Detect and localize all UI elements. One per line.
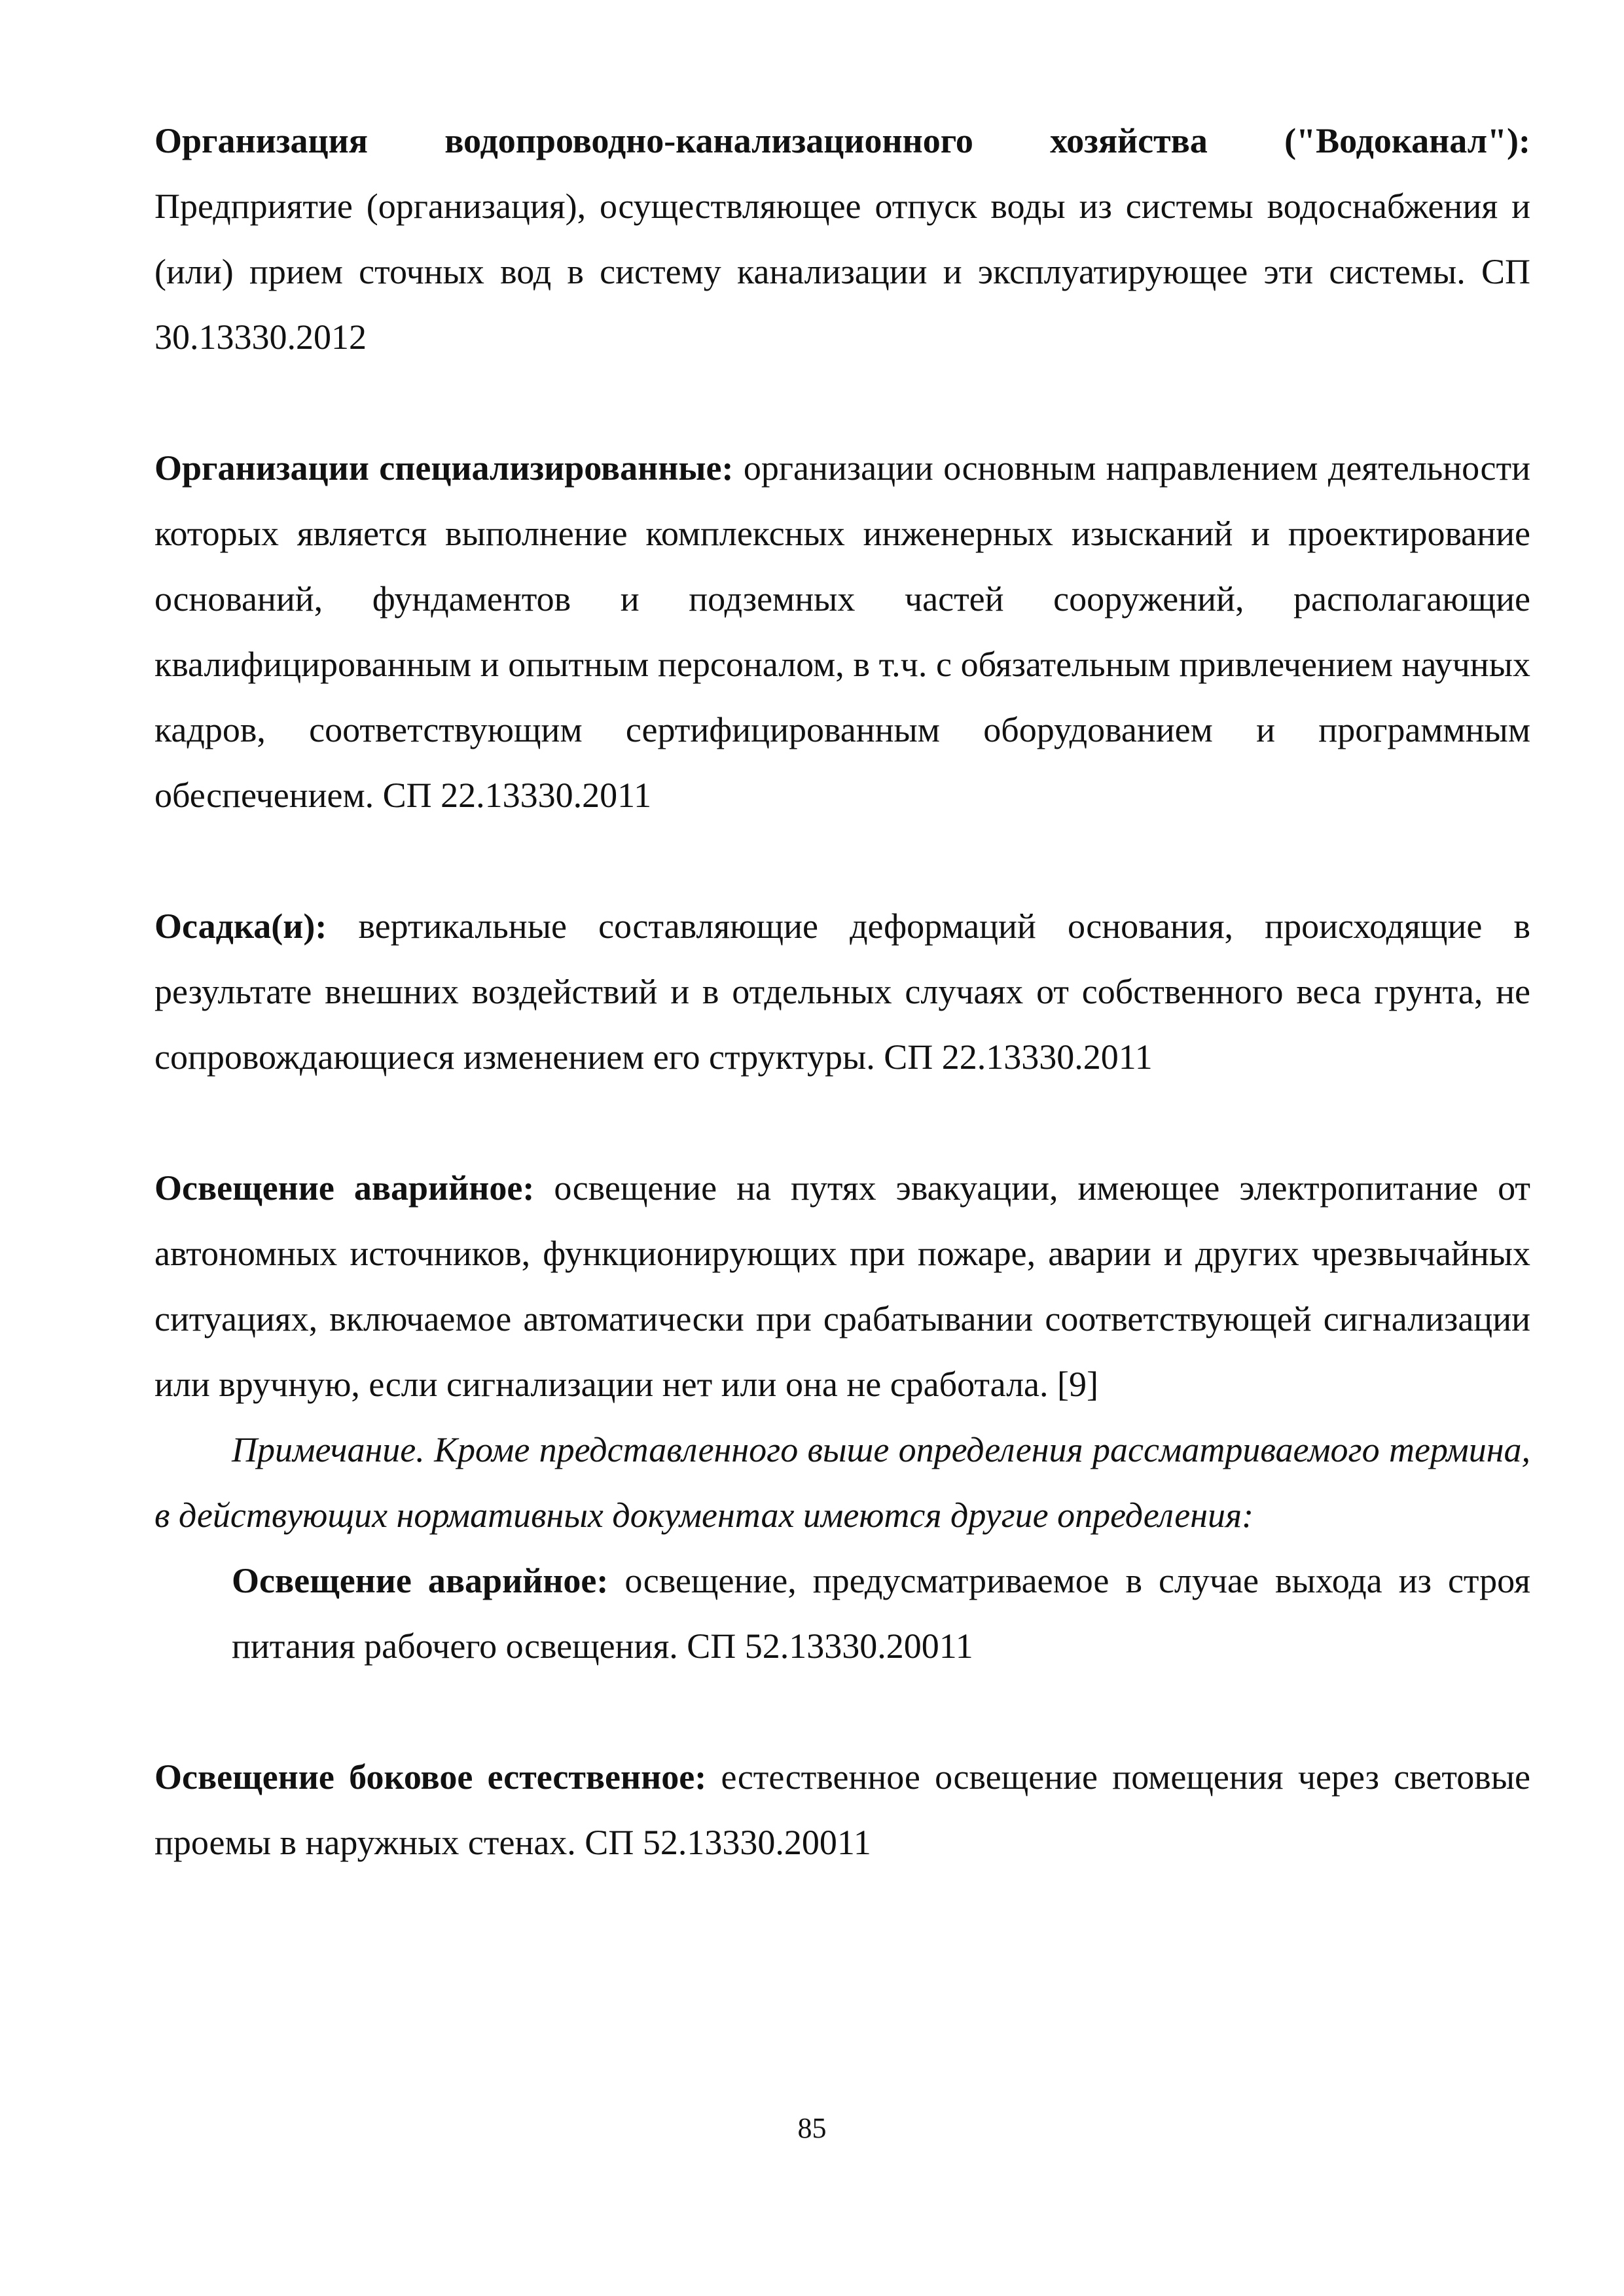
- entry-term: Организация водопроводно-канализационного хозяйства ("Водоканал"):: [154, 121, 1530, 160]
- page-number: 85: [797, 2112, 827, 2144]
- entry-definition: организации основным направлением деятельности которых является выполнение комплексных инженерных изысканий и проектирование оснований, фундаментов и подземных частей сооружений, располагающие квалифицированным и опытным персоналом, в т.ч. с обязательным привлечением научных кадров, соответствующим сертифицированным оборудованием и программным обеспечением. СП 22.13330.2011: [154, 448, 1530, 815]
- entry-definition: освещение на путях эвакуации, имеющее электропитание от автономных источников, функционирующих при пожаре, аварии и других чрезвычайных ситуациях, включаемое автоматически при срабатывании соответствующей сигнализации или вручную, если сигнализации нет или она не сработала. [9]: [154, 1168, 1530, 1404]
- glossary-entry: [154, 435, 1530, 828]
- entry-term: Освещение аварийное:: [154, 1168, 535, 1208]
- entry-definition: естественное освещение помещения через световые проемы в наружных стенах. СП 52.13330.20011: [154, 1757, 1530, 1862]
- entry-definition: Предприятие (организация), осуществляющее отпуск воды из системы водоснабжения и (или) прием сточных вод в систему канализации и эксплуатирующее эти системы. СП 30.13330.2012: [154, 187, 1530, 357]
- entry-definition: вертикальные составляющие деформаций основания, происходящие в результате внешних воздействий и в отдельных случаях от собственного веса грунта, не сопровождающиеся изменением его структуры. СП 22.13330.2011: [154, 906, 1530, 1077]
- note-definition-text: освещение, предусматриваемое в случае выхода из строя питания рабочего освещения. СП 52.13330.20011: [232, 1561, 1530, 1666]
- note-term: Освещение аварийное:: [232, 1561, 609, 1600]
- entry-term: Освещение боковое естественное:: [154, 1757, 707, 1797]
- glossary-entry: [154, 108, 1530, 370]
- page-content: [154, 108, 1530, 1875]
- note-text: Примечание. Кроме представленного выше определения рассматриваемого термина, в действующих нормативных документах имеются другие определения:: [154, 1430, 1530, 1535]
- note-definition: [232, 1548, 1530, 1679]
- glossary-entry: [154, 893, 1530, 1090]
- glossary-entry: [154, 1744, 1530, 1875]
- entry-term: Осадка(и):: [154, 906, 327, 946]
- entry-term: Организации специализированные:: [154, 448, 734, 488]
- glossary-entry: [154, 1155, 1530, 1417]
